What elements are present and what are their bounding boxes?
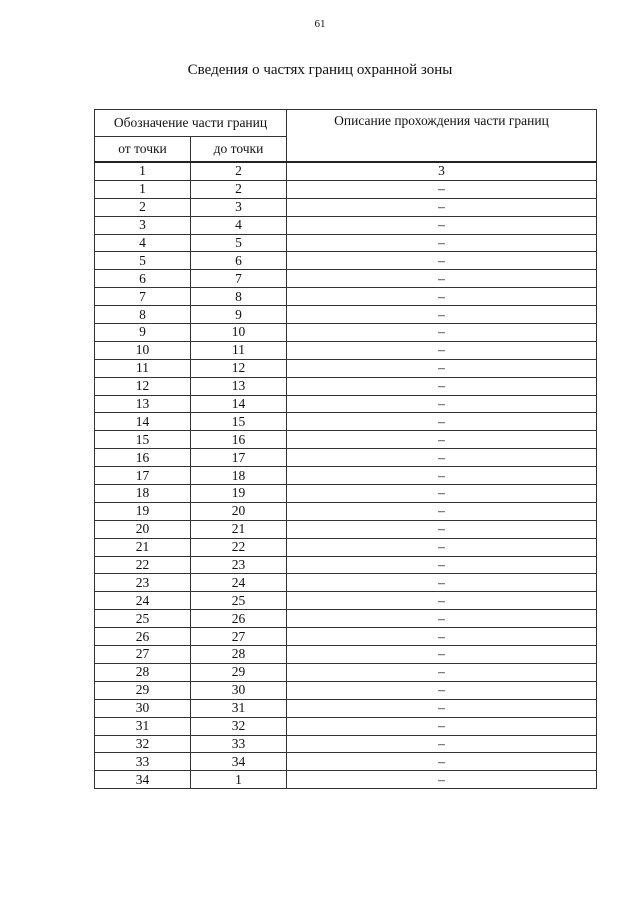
cell-description: – [287, 681, 597, 699]
table-row [95, 610, 597, 628]
table-row [95, 377, 597, 395]
cell-to-point: 11 [191, 341, 287, 359]
cell-description: – [287, 449, 597, 467]
cell-from-point: 7 [95, 288, 191, 306]
cell-description: – [287, 771, 597, 789]
cell-to-point: 3 [191, 198, 287, 216]
cell-description: – [287, 538, 597, 556]
cell-to-point: 30 [191, 681, 287, 699]
cell-to-point: 34 [191, 753, 287, 771]
cell-description: – [287, 198, 597, 216]
cell-from-point: 24 [95, 592, 191, 610]
cell-description: – [287, 753, 597, 771]
boundary-parts-table [94, 109, 597, 789]
cell-from-point: 10 [95, 341, 191, 359]
table-row [95, 681, 597, 699]
cell-description: – [287, 610, 597, 628]
cell-from-point: 19 [95, 502, 191, 520]
cell-from-point: 1 [95, 162, 191, 180]
table-row [95, 341, 597, 359]
table-row [95, 180, 597, 198]
table-row [95, 485, 597, 503]
cell-from-point: 20 [95, 520, 191, 538]
cell-from-point: 22 [95, 556, 191, 574]
cell-from-point: 12 [95, 377, 191, 395]
cell-to-point: 31 [191, 699, 287, 717]
table-row [95, 395, 597, 413]
cell-from-point: 25 [95, 610, 191, 628]
table-row [95, 699, 597, 717]
cell-description: – [287, 592, 597, 610]
cell-from-point: 3 [95, 216, 191, 234]
cell-description: – [287, 574, 597, 592]
cell-description: – [287, 288, 597, 306]
cell-to-point: 10 [191, 324, 287, 342]
cell-from-point: 13 [95, 395, 191, 413]
table-row [95, 592, 597, 610]
cell-description: – [287, 413, 597, 431]
cell-from-point: 14 [95, 413, 191, 431]
cell-to-point: 32 [191, 717, 287, 735]
cell-to-point: 2 [191, 180, 287, 198]
cell-description: – [287, 270, 597, 288]
cell-description: – [287, 735, 597, 753]
table-row [95, 467, 597, 485]
table-row [95, 574, 597, 592]
cell-from-point: 11 [95, 359, 191, 377]
cell-from-point: 5 [95, 252, 191, 270]
table-row [95, 162, 597, 180]
cell-to-point: 17 [191, 449, 287, 467]
cell-to-point: 5 [191, 234, 287, 252]
page-number: 61 [314, 18, 326, 30]
document-title: Сведения о частях границ охранной зоны [187, 62, 453, 78]
cell-to-point: 12 [191, 359, 287, 377]
header-boundary-designation: Обозначение части границ [95, 110, 287, 137]
table-row [95, 449, 597, 467]
table-row [95, 556, 597, 574]
table-row [95, 538, 597, 556]
cell-from-point: 32 [95, 735, 191, 753]
table-row [95, 431, 597, 449]
cell-description: – [287, 252, 597, 270]
cell-description: – [287, 324, 597, 342]
cell-from-point: 4 [95, 234, 191, 252]
table-row [95, 288, 597, 306]
cell-to-point: 16 [191, 431, 287, 449]
cell-description: – [287, 359, 597, 377]
cell-description: – [287, 341, 597, 359]
cell-to-point: 27 [191, 628, 287, 646]
cell-to-point: 33 [191, 735, 287, 753]
cell-to-point: 2 [191, 162, 287, 180]
cell-to-point: 18 [191, 467, 287, 485]
cell-to-point: 13 [191, 377, 287, 395]
cell-from-point: 1 [95, 180, 191, 198]
cell-description: – [287, 663, 597, 681]
cell-from-point: 9 [95, 324, 191, 342]
cell-from-point: 8 [95, 306, 191, 324]
cell-from-point: 15 [95, 431, 191, 449]
cell-description: – [287, 395, 597, 413]
cell-description: – [287, 234, 597, 252]
cell-description: – [287, 467, 597, 485]
table-row [95, 306, 597, 324]
cell-description: – [287, 377, 597, 395]
table-row [95, 324, 597, 342]
table-row [95, 520, 597, 538]
table-row [95, 771, 597, 789]
cell-description: 3 [287, 162, 597, 180]
table-row [95, 646, 597, 664]
cell-from-point: 2 [95, 198, 191, 216]
cell-to-point: 19 [191, 485, 287, 503]
cell-description: – [287, 646, 597, 664]
cell-to-point: 20 [191, 502, 287, 520]
cell-description: – [287, 502, 597, 520]
cell-description: – [287, 628, 597, 646]
cell-to-point: 24 [191, 574, 287, 592]
cell-to-point: 29 [191, 663, 287, 681]
table-row [95, 216, 597, 234]
cell-from-point: 26 [95, 628, 191, 646]
cell-description: – [287, 556, 597, 574]
cell-to-point: 14 [191, 395, 287, 413]
cell-to-point: 9 [191, 306, 287, 324]
table-row [95, 717, 597, 735]
cell-from-point: 34 [95, 771, 191, 789]
cell-to-point: 28 [191, 646, 287, 664]
cell-description: – [287, 717, 597, 735]
cell-description: – [287, 699, 597, 717]
table-row [95, 502, 597, 520]
table-row [95, 234, 597, 252]
table-row [95, 753, 597, 771]
cell-from-point: 27 [95, 646, 191, 664]
cell-to-point: 23 [191, 556, 287, 574]
cell-to-point: 6 [191, 252, 287, 270]
cell-from-point: 29 [95, 681, 191, 699]
cell-from-point: 28 [95, 663, 191, 681]
table-row [95, 413, 597, 431]
cell-to-point: 7 [191, 270, 287, 288]
cell-from-point: 33 [95, 753, 191, 771]
cell-from-point: 17 [95, 467, 191, 485]
cell-from-point: 6 [95, 270, 191, 288]
table-row [95, 252, 597, 270]
table-row [95, 735, 597, 753]
cell-description: – [287, 520, 597, 538]
cell-from-point: 23 [95, 574, 191, 592]
cell-from-point: 16 [95, 449, 191, 467]
cell-description: – [287, 431, 597, 449]
cell-to-point: 15 [191, 413, 287, 431]
cell-to-point: 21 [191, 520, 287, 538]
cell-to-point: 25 [191, 592, 287, 610]
cell-to-point: 1 [191, 771, 287, 789]
header-description: Описание прохождения части границ [287, 110, 597, 163]
header-to-point: до точки [191, 137, 287, 163]
table-row [95, 359, 597, 377]
cell-from-point: 30 [95, 699, 191, 717]
cell-description: – [287, 485, 597, 503]
table-body [95, 162, 597, 789]
cell-to-point: 26 [191, 610, 287, 628]
cell-from-point: 31 [95, 717, 191, 735]
header-from-point: от точки [95, 137, 191, 163]
table-row [95, 628, 597, 646]
cell-description: – [287, 306, 597, 324]
table-row [95, 663, 597, 681]
cell-to-point: 4 [191, 216, 287, 234]
cell-from-point: 21 [95, 538, 191, 556]
cell-description: – [287, 216, 597, 234]
table-row [95, 270, 597, 288]
cell-to-point: 22 [191, 538, 287, 556]
cell-description: – [287, 180, 597, 198]
cell-from-point: 18 [95, 485, 191, 503]
cell-to-point: 8 [191, 288, 287, 306]
table-row [95, 198, 597, 216]
